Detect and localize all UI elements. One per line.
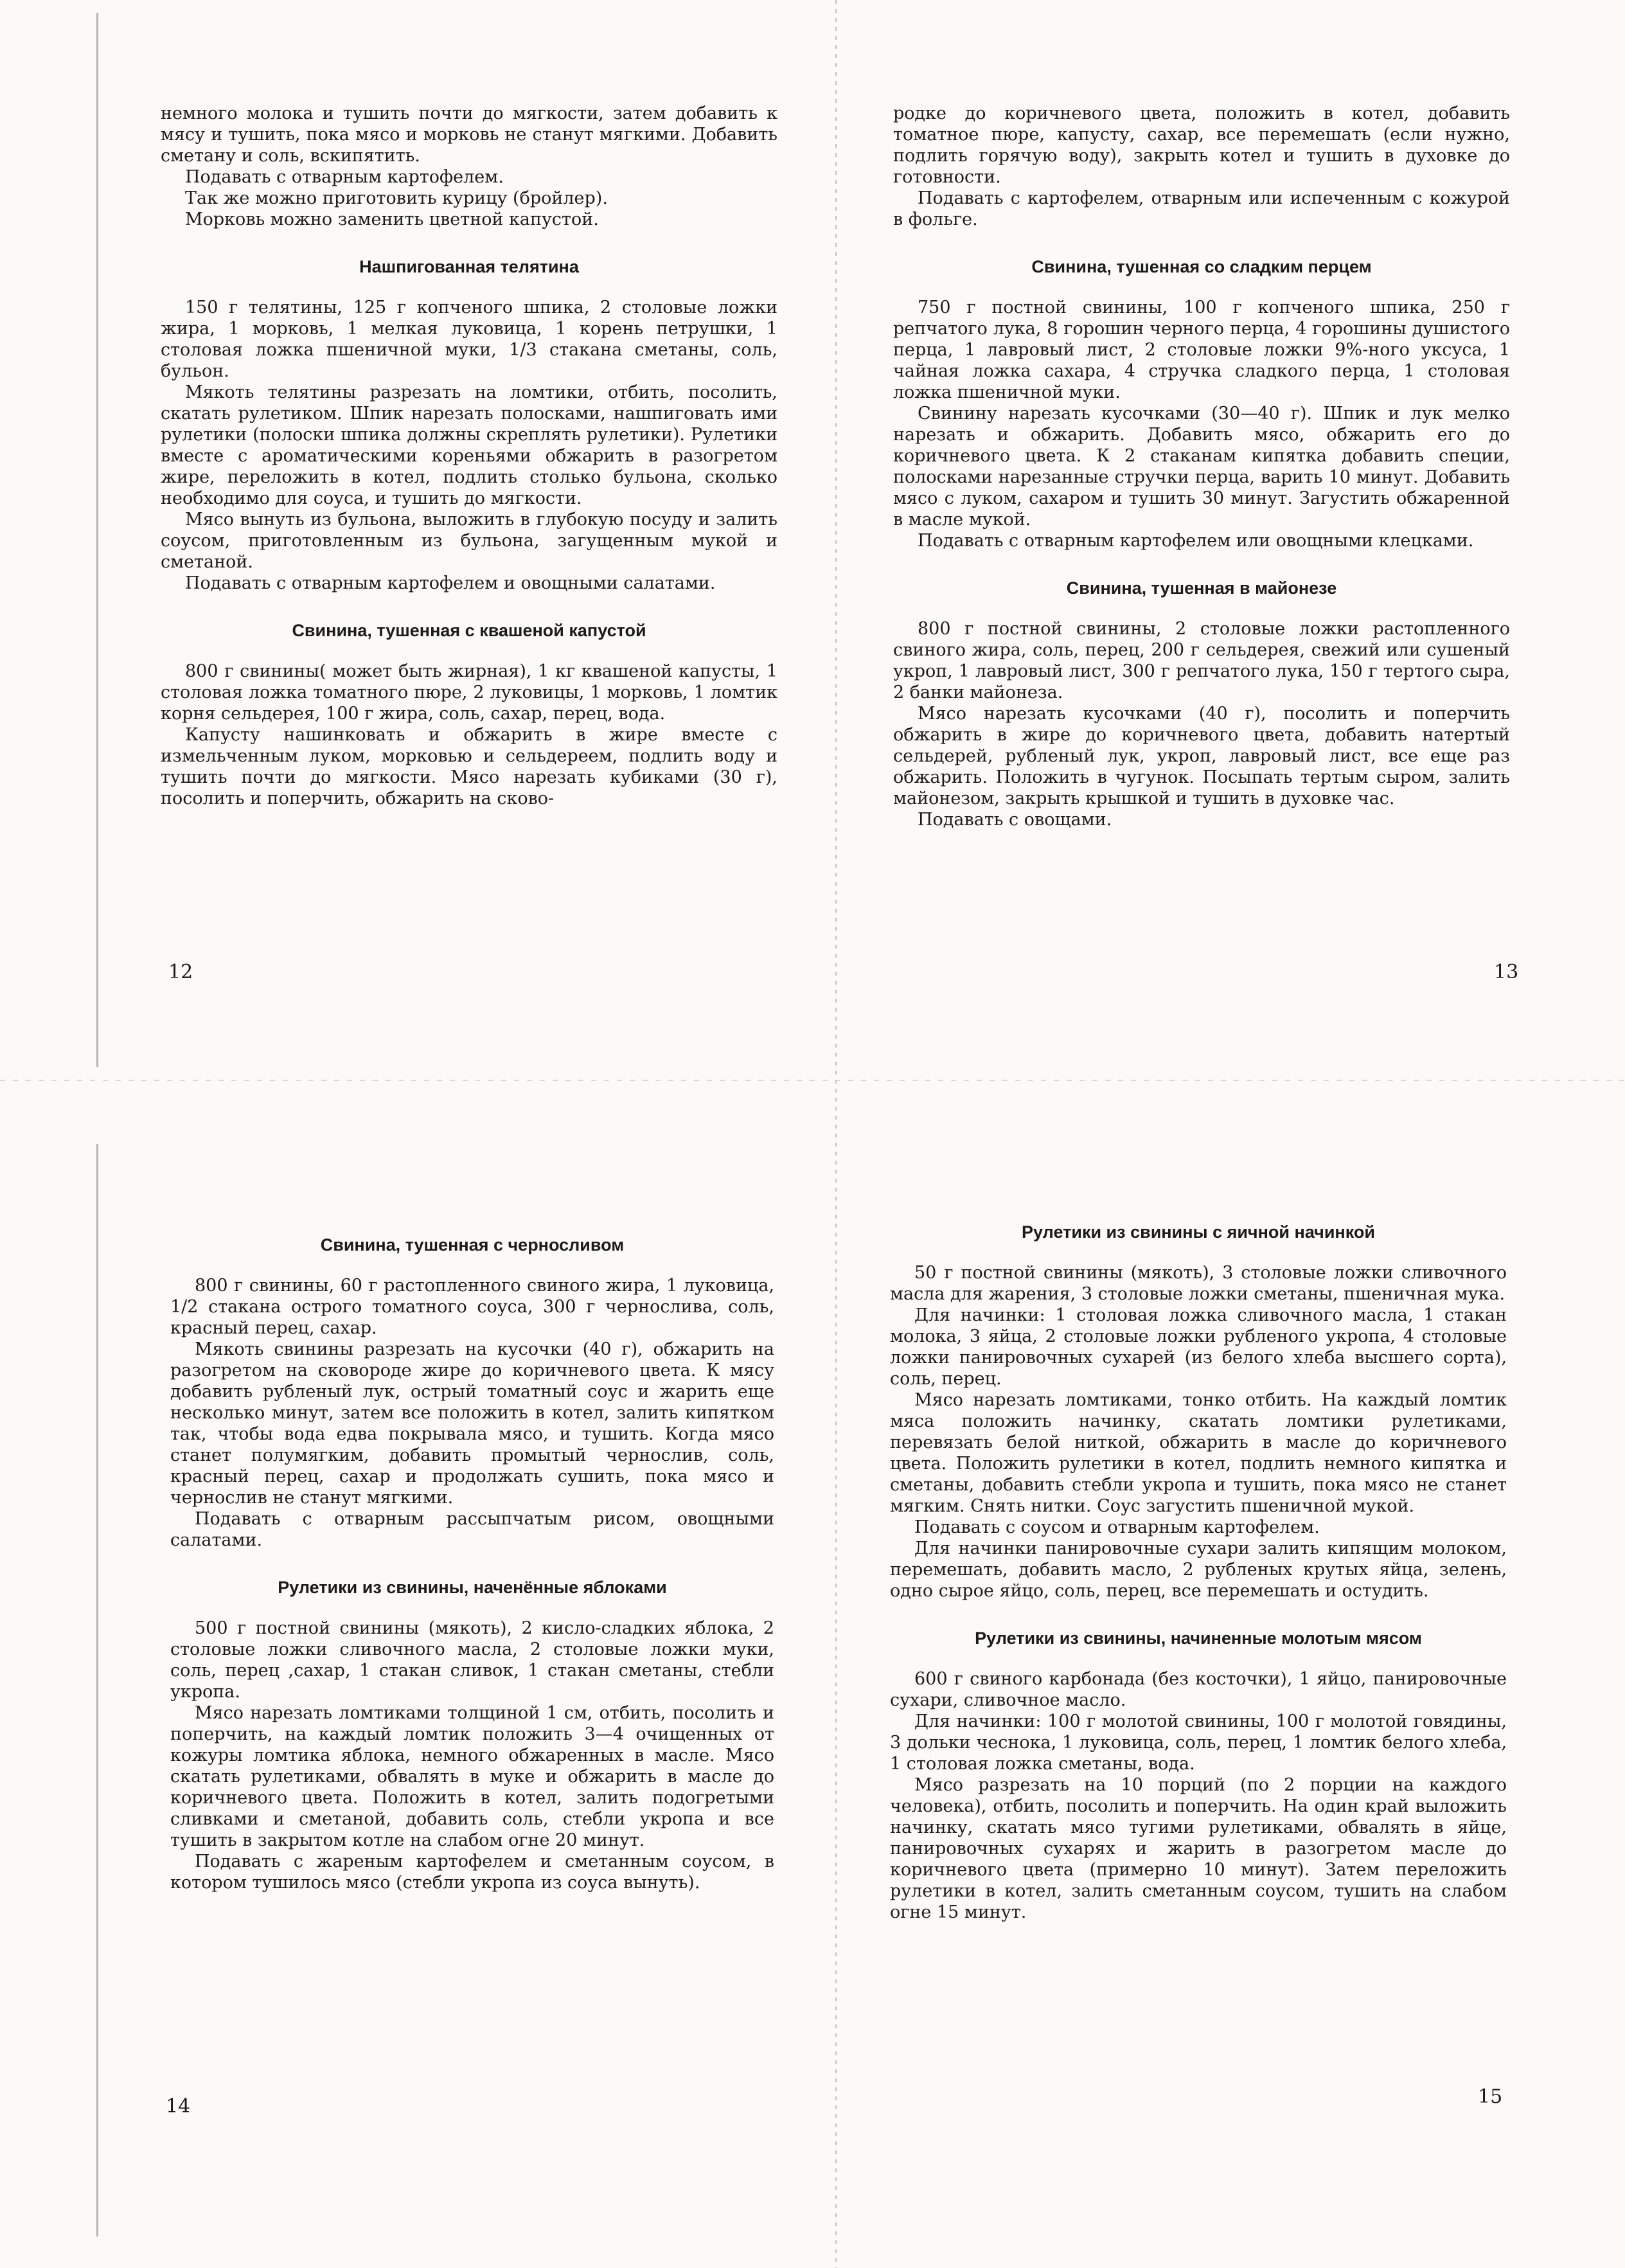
recipe-title: Свинина, тушенная со сладким перцем: [1031, 257, 1372, 276]
scan-edge-left-bottom: [96, 1144, 98, 2237]
recipe-title: Свинина, тушенная в майонезе: [1066, 578, 1337, 598]
paragraph: Мясо вынуть из бульона, выложить в глубокую посуду и залить соусом, приготовленным из бульона, загущенным мукой и сметаной.: [161, 510, 777, 572]
paragraph: Морковь можно заменить цветной капустой.: [185, 210, 599, 229]
paragraph: 500 г постной свинины (мякоть), 2 кисло-сладких яблока, 2 столовые ложки сливочного масла, 2 столовые ложки муки, соль, перец ,сахар, 1 стакан сливок, 1 стакан сметаны, стебли укропа.: [170, 1618, 774, 1702]
paragraph: Так же можно приготовить курицу (бройлер).: [185, 188, 608, 208]
paragraph: Мясо разрезать на 10 порций (по 2 порции на каждого человека), отбить, посолить и поперчить. На один край выложить начинку, скатать мясо тугими рулетиками, обвалять в яйце, панировочных сухарях и жарить в разогретом масле до коричневого цвета (примерно 10 минут). Затем переложить рулетики в котел, залить сметанным соусом, тушить на слабом огне 15 минут.: [890, 1775, 1507, 1922]
recipe-title: Нашпигованная телятина: [359, 257, 579, 276]
paragraph: Свинину нарезать кусочками (30—40 г). Шпик и лук мелко нарезать и обжарить. Добавить мясо, обжарить его до коричневого цвета. К 2 стаканам кипятка добавить специи, полосками нарезанные стручки перца, варить 10 минут. Добавить мясо с луком, сахаром и тушить 30 минут. Загустить обжаренной в масле мукой.: [893, 404, 1510, 530]
page-number: 14: [166, 2095, 191, 2118]
paragraph: Мякоть свинины разрезать на кусочки (40 г), обжарить на разогретом на сковороде жире до коричневого цвета. К мясу добавить рубленый лук, острый томатный соус и жарить еще несколько минут, затем все положить в котел, залить кипятком так, чтобы вода едва покрывала мясо, и тушить. Когда мясо станет полумягким, добавить промытый чернослив, соль, красный перец, сахар и продолжать сушить, пока мясо и чернослив не станут мягкими.: [170, 1339, 774, 1508]
page-number: 15: [1478, 2085, 1503, 2108]
page-number: 12: [168, 961, 193, 983]
scan-fold-horizontal: [0, 1080, 1625, 1081]
paragraph: родке до коричневого цвета, положить в котел, добавить томатное пюре, капусту, сахар, все перемешать (если нужно, подлить горячую воду), закрыть котел и тушить в духовке до готовности.: [893, 103, 1510, 187]
paragraph: Подавать с отварным картофелем.: [185, 167, 504, 187]
paragraph: Мякоть телятины разрезать на ломтики, отбить, посолить, скатать рулетиком. Шпик нарезать полосками, нашпиговать ими рулетики (полоски шпика должны скреплять рулетики). Рулетики вместе с ароматическими кореньями обжарить в разогретом жире, переложить в котел, подлить столько бульона, сколько необходимо для соуса, и тушить до мягкости.: [161, 382, 777, 508]
page-12: [161, 103, 777, 809]
recipe-title: Рулетики из свинины с яичной начинкой: [1022, 1222, 1375, 1242]
paragraph: Мясо нарезать ломтиками толщиной 1 см, отбить, посолить и поперчить, на каждый ломтик положить 3—4 очищенных от кожуры ломтика яблока, немного обжаренных в масле. Мясо скатать рулетиками, обвалять в муке и обжарить в масле до коричневого цвета. Положить в котел, залить подогретыми сливками и сметаной, добавить соль, стебли укропа и все тушить в закрытом котле на слабом огне 20 минут.: [170, 1703, 774, 1850]
page-13: [893, 103, 1510, 830]
page-14: [170, 1234, 774, 1893]
recipe-title: Свинина, тушенная с черносливом: [320, 1235, 625, 1255]
paragraph: немного молока и тушить почти до мягкости, затем добавить к мясу и тушить, пока мясо и морковь не станут мягкими. Добавить сметану и соль, вскипятить.: [161, 103, 777, 166]
paragraph: 800 г постной свинины, 2 столовые ложки растопленного свиного жира, соль, перец, 200 г сельдерея, свежий или сушеный укроп, 1 лавровый лист, 300 г репчатого лука, 150 г тертого сыра, 2 банки майонеза.: [893, 619, 1510, 702]
paragraph: Подавать с отварным картофелем и овощными салатами.: [185, 573, 716, 593]
scan-edge-left-top: [96, 13, 98, 1067]
paragraph: Подавать с отварным рассыпчатым рисом, овощными салатами.: [170, 1509, 774, 1550]
scan-fold-vertical: [835, 0, 837, 2268]
paragraph: Капусту нашинковать и обжарить в жире вместе с измельченным луком, морковью и сельдереем, подлить воду и тушить почти до мягкости. Мясо нарезать кубиками (30 г), посолить и поперчить, обжарить на сково-: [161, 725, 777, 808]
page-number: 13: [1494, 961, 1519, 983]
paragraph: Мясо нарезать ломтиками, тонко отбить. На каждый ломтик мяса положить начинку, скатать ломтики рулетиками, перевязать белой ниткой, обжарить в масле до коричневого цвета. Положить рулетики в котел, подлить немного кипятка и сметаны, добавить стебли укропа и тушить, пока мясо не станет мягким. Снять нитки. Соус загустить пшеничной мукой.: [890, 1390, 1507, 1516]
paragraph: Подавать с соусом и отварным картофелем.: [914, 1517, 1320, 1537]
paragraph: 50 г постной свинины (мякоть), 3 столовые ложки сливочного масла для жарения, 3 столовые ложки сметаны, пшеничная мука.: [890, 1263, 1507, 1304]
recipe-title: Рулетики из свинины, наченённые яблоками: [278, 1578, 667, 1597]
page-15: [890, 1221, 1507, 1923]
paragraph: Для начинки: 100 г молотой свинины, 100 г молотой говядины, 3 дольки чеснока, 1 луковица, соль, перец, 1 ломтик белого хлеба, 1 столовая ложка сметаны, вода.: [890, 1711, 1507, 1774]
paragraph: Подавать с жареным картофелем и сметанным соусом, в котором тушилось мясо (стебли укропа из соуса вынуть).: [170, 1852, 774, 1893]
recipe-title: Рулетики из свинины, начиненные молотым мясом: [975, 1629, 1422, 1648]
paragraph: Для начинки панировочные сухари залить кипящим молоком, перемешать, добавить масло, 2 рубленых крутых яйца, зелень, одно сырое яйцо, соль, перец, все перемешать и остудить.: [890, 1539, 1507, 1601]
paragraph: 750 г постной свинины, 100 г копченого шпика, 250 г репчатого лука, 8 горошин черного перца, 4 горошины душистого перца, 1 лавровый лист, 2 столовые ложки 9%-ного уксуса, 1 чайная ложка сахара, 4 стручка сладкого перца, 1 столовая ложка пшеничной муки.: [893, 298, 1510, 402]
recipe-title: Свинина, тушенная с квашеной капустой: [292, 621, 646, 640]
paragraph: 800 г свинины( может быть жирная), 1 кг квашеной капусты, 1 столовая ложка томатного пюре, 2 луковицы, 1 морковь, 1 ломтик корня сельдерея, 100 г жира, соль, сахар, перец, вода.: [161, 661, 777, 724]
paragraph: 150 г телятины, 125 г копченого шпика, 2 столовые ложки жира, 1 морковь, 1 мелкая луковица, 1 корень петрушки, 1 столовая ложка пшеничной муки, 1/3 стакана сметаны, соль, бульон.: [161, 298, 777, 381]
paragraph: 600 г свиного карбонада (без косточки), 1 яйцо, панировочные сухари, сливочное масло.: [890, 1669, 1507, 1710]
paragraph: Подавать с овощами.: [918, 810, 1112, 830]
paragraph: Мясо нарезать кусочками (40 г), посолить и поперчить обжарить в жире до коричневого цвета, добавить натертый сельдерей, рубленый лук, укроп, лавровый лист, все еще раз обжарить. Положить в чугунок. Посыпать тертым сыром, залить майонезом, закрыть крышкой и тушить в духовке час.: [893, 704, 1510, 808]
paragraph: 800 г свинины, 60 г растопленного свиного жира, 1 луковица, 1/2 стакана острого томатного соуса, 300 г чернослива, соль, красный перец, сахар.: [170, 1276, 774, 1338]
paragraph: Подавать с картофелем, отварным или испеченным с кожурой в фольге.: [893, 188, 1510, 229]
paragraph: Для начинки: 1 столовая ложка сливочного масла, 1 стакан молока, 3 яйца, 2 столовые ложки рубленого укропа, 4 столовые ложки панировочных сухарей (из белого хлеба высшего сорта), соль, перец.: [890, 1305, 1507, 1389]
paragraph: Подавать с отварным картофелем или овощными клецками.: [918, 531, 1474, 551]
